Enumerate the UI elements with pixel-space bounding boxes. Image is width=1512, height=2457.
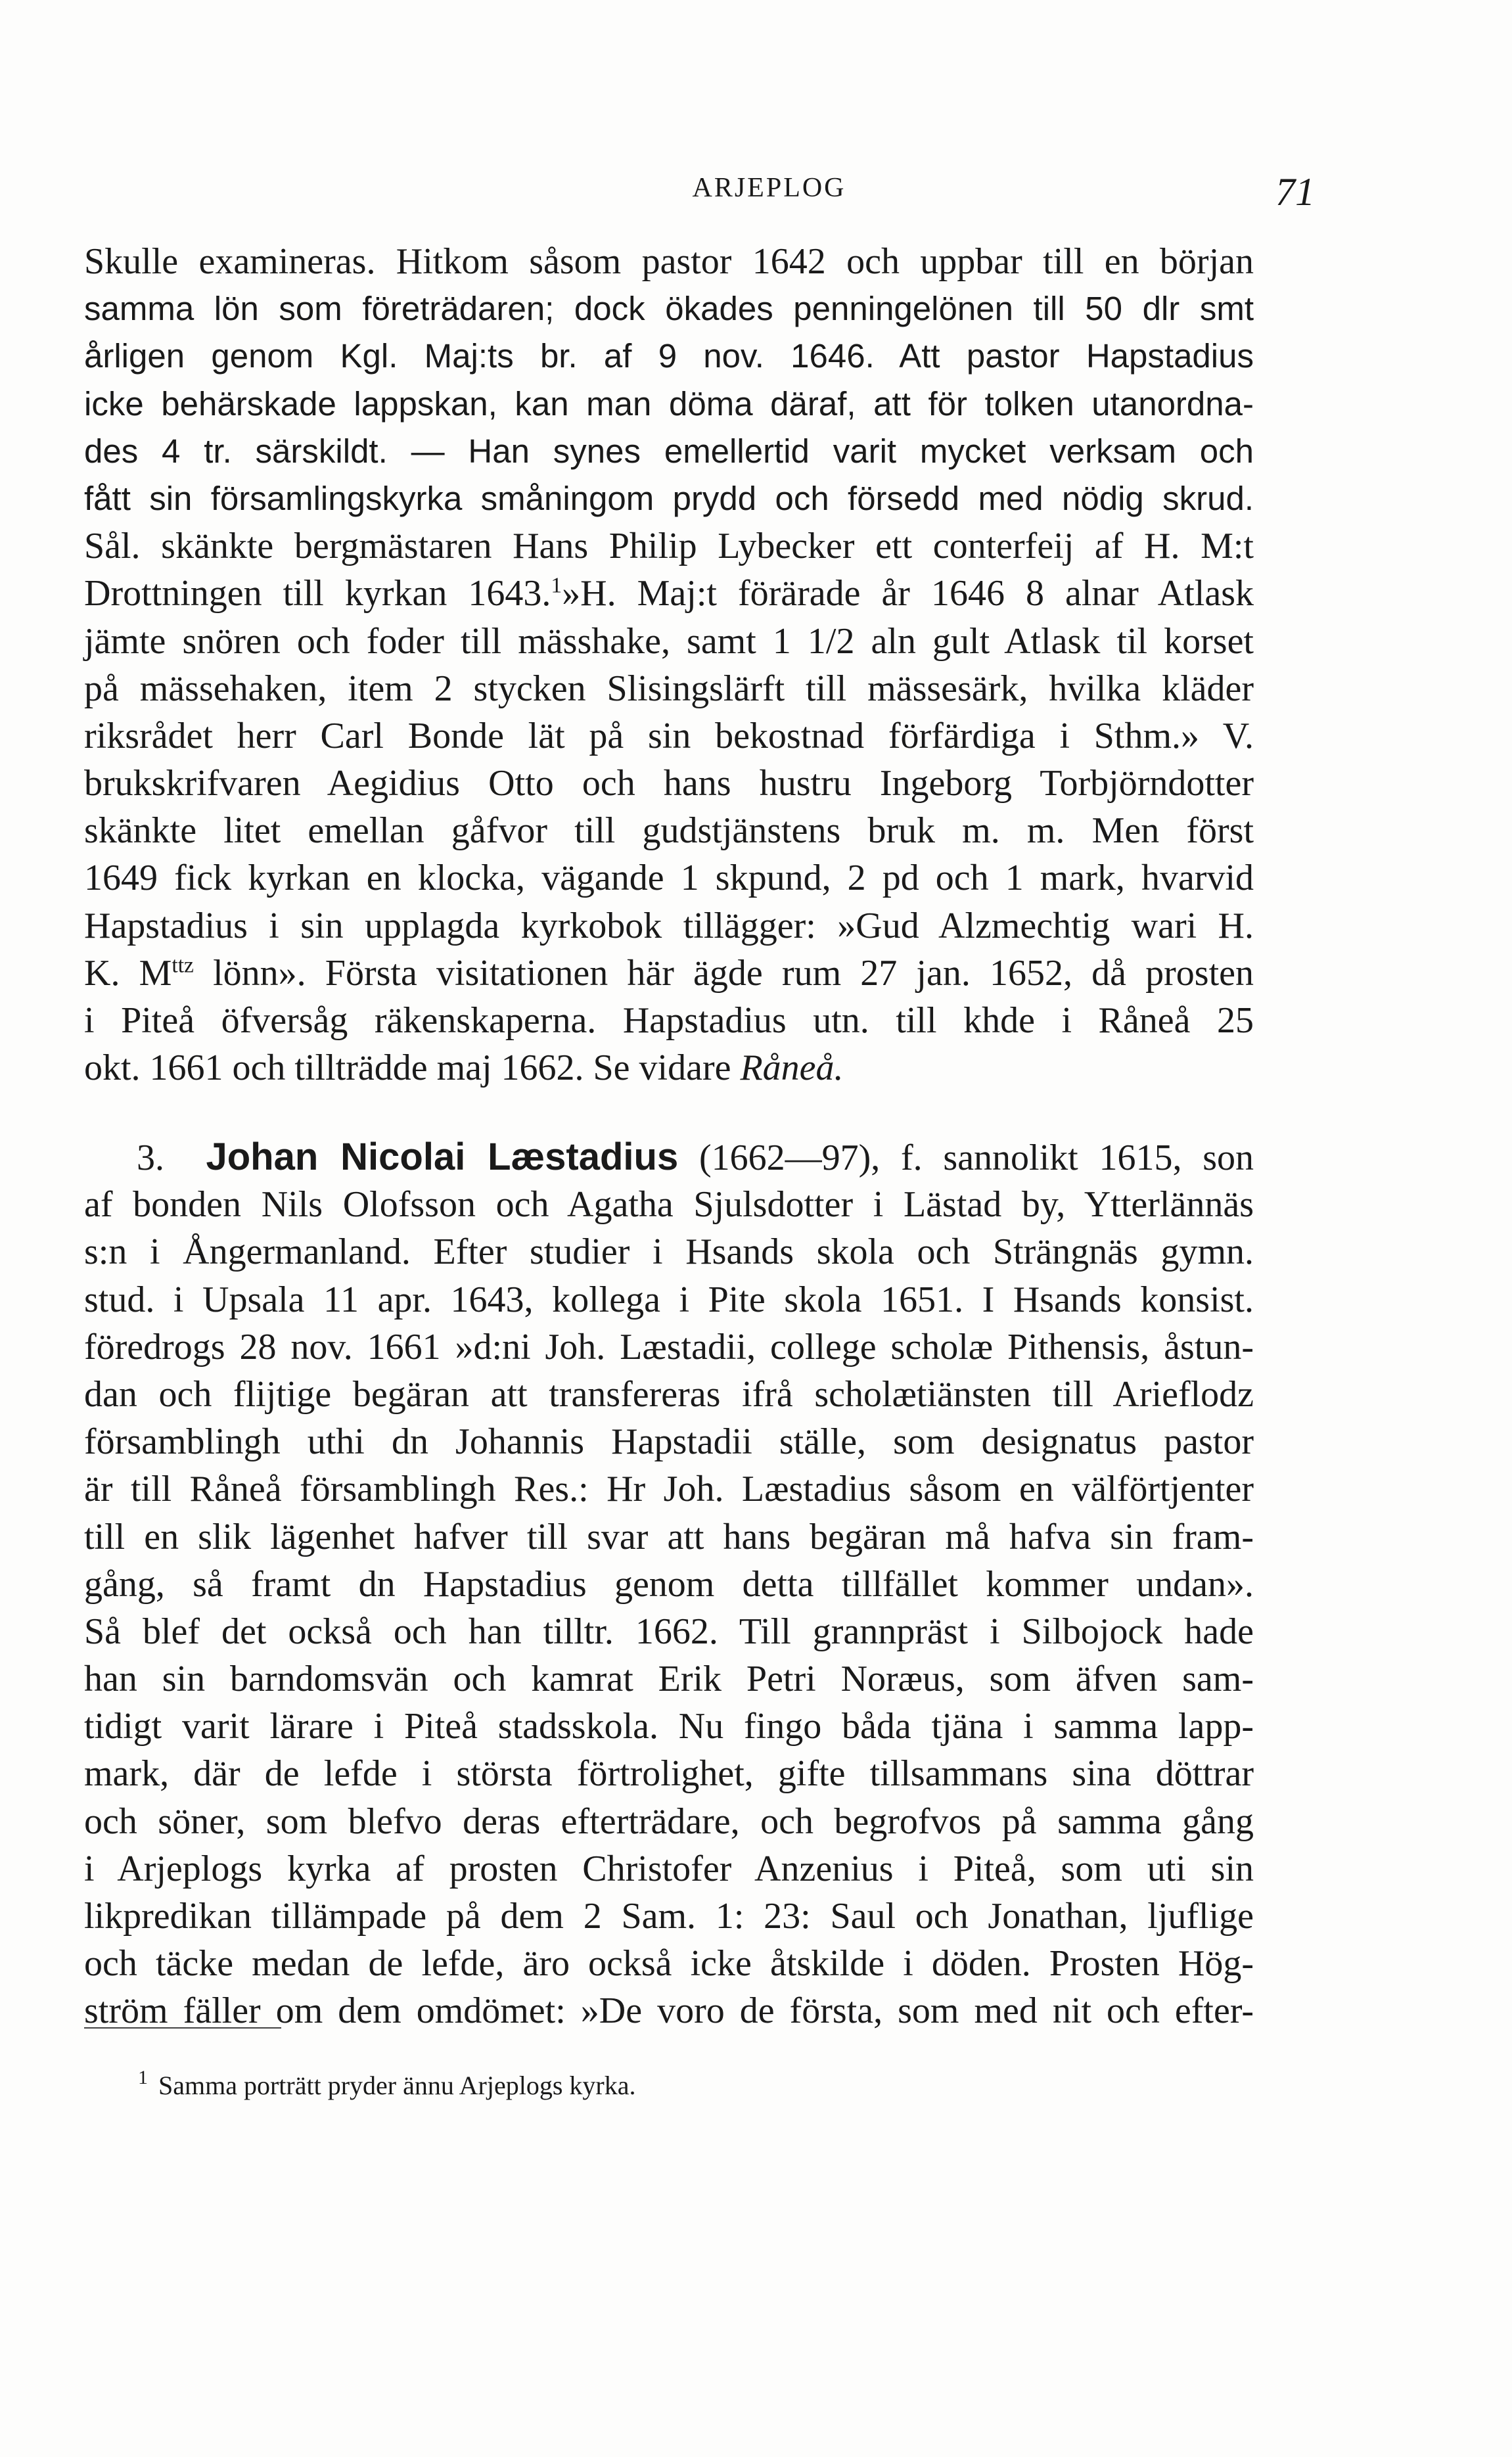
- text-line: [84, 950, 1254, 997]
- text-line: skänkte litet emellan gåfvor till gudstjänstens bruk m. m. Men först: [84, 810, 1254, 852]
- text-line: Skulle examineras. Hitkom såsom pastor 1642 och uppbar till en början: [84, 241, 1254, 282]
- text-line: årligen genom Kgl. Maj:ts br. af 9 nov. 1646. Att pastor Hapstadius: [84, 337, 1254, 375]
- text-line: tidigt varit lärare i Piteå stadsskola. Nu fingo båda tjäna i samma lapp-: [84, 1706, 1254, 1747]
- text-line: i Piteå öfversåg räkenskaperna. Hapstadius utn. till khde i Råneå 25: [84, 1000, 1254, 1041]
- text-line: till en slik lägenhet hafver till svar att hans begäran må hafva sin fram-: [84, 1516, 1254, 1557]
- text-line: brukskrifvaren Aegidius Otto och hans hustru Ingeborg Torbjörndotter: [84, 763, 1254, 804]
- text-line: likpredikan tillämpade på dem 2 Sam. 1: 23: Saul och Jonathan, ljuflige: [84, 1896, 1254, 1937]
- text-line: församblingh uthi dn Johannis Hapstadii ställe, som designatus pastor: [84, 1421, 1254, 1463]
- text-line: [84, 570, 1254, 617]
- text-line: i Arjeplogs kyrka af prosten Christofer Anzenius i Piteå, som uti sin: [84, 1848, 1254, 1889]
- footnote-mark: 1: [138, 2067, 148, 2088]
- text-line: fått sin församlingskyrka småningom prydd och försedd med nödig skrud.: [84, 479, 1254, 517]
- footnote: [138, 2067, 635, 2101]
- cross-reference: Råneå.: [740, 1047, 844, 1089]
- text-line: på mässehaken, item 2 stycken Slisingslärft till mässesärk, hvilka kläder: [84, 668, 1254, 709]
- text-line: Så blef det också och han tilltr. 1662. Till grannpräst i Silbojock hade: [84, 1611, 1254, 1652]
- footnote-divider: [84, 2027, 281, 2029]
- text-line: icke behärskade lappskan, kan man döma däraf, att för tolken utanordna-: [84, 384, 1254, 423]
- text-line: stud. i Upsala 11 apr. 1643, kollega i Pite skola 1651. I Hsands konsist.: [84, 1279, 1254, 1320]
- text-line: af bonden Nils Olofsson och Agatha Sjulsdotter i Lästad by, Ytterlännäs: [84, 1184, 1254, 1226]
- paragraph-hapstadius: [84, 238, 1254, 1091]
- text-line: Hapstadius i sin upplagda kyrkobok tillägger: »Gud Alzmechtig wari H.: [84, 905, 1254, 946]
- text-line: samma lön som företrädaren; dock ökades penningelönen till 50 dlr smt: [84, 290, 1254, 328]
- text-line: Sål. skänkte bergmästaren Hans Philip Lybecker ett conterfeij af H. M:t: [84, 526, 1254, 567]
- entry-number: 3.: [137, 1137, 164, 1178]
- text-line: [84, 1044, 1254, 1091]
- text-fragment: okt. 1661 och tillträdde maj 1662. Se vidare: [84, 1047, 741, 1089]
- text-line: des 4 tr. särskildt. — Han synes emellertid varit mycket verksam och: [84, 432, 1254, 470]
- paragraph-laestadius: [84, 1134, 1254, 2035]
- text-line: han sin barndomsvän och kamrat Erik Petri Noræus, som äfven sam-: [84, 1659, 1254, 1700]
- text-fragment: »H. Maj:t förärade år 1646 8 alnar Atlask: [562, 573, 1254, 614]
- running-title: ARJEPLOG: [692, 173, 846, 203]
- text-line: [84, 618, 1254, 665]
- fraction: 1/2: [807, 620, 855, 662]
- text-line: mark, där de lefde i största förtrolighet, gifte tillsammans sina döttrar: [84, 1753, 1254, 1795]
- entry-name: Johan Nicolai Læstadius: [206, 1136, 679, 1178]
- text-line: är till Råneå församblingh Res.: Hr Joh. Læstadius såsom en välförtjenter: [84, 1469, 1254, 1510]
- text-line: och täcke medan de lefde, äro också icke åtskilde i döden. Prosten Hög-: [84, 1943, 1254, 1985]
- text-fragment: lönn». Första visitationen här ägde rum 27 jan. 1652, då prosten: [193, 952, 1254, 994]
- text-line: 1649 fick kyrkan en klocka, vägande 1 skpund, 2 pd och 1 mark, hvarvid: [84, 858, 1254, 899]
- text-line: ström fäller om dem omdömet: »De voro de första, som med nit och efter-: [84, 1990, 1254, 2032]
- text-line: och söner, som blefvo deras efterträdare, och begrofvos på samma gång: [84, 1801, 1254, 1842]
- text-line: gång, så framt dn Hapstadius genom detta tillfället kommer undan».: [84, 1563, 1254, 1605]
- text-fragment: Drottningen till kyrkan 1643.: [84, 573, 551, 614]
- superscript: ttz: [172, 953, 194, 978]
- text-line: riksrådet herr Carl Bonde lät på sin bekostnad förfärdiga i Sthm.» V.: [84, 715, 1254, 756]
- text-line: föredrogs 28 nov. 1661 »d:ni Joh. Læstadii, college scholæ Pithensis, åstun-: [84, 1326, 1254, 1367]
- text-fragment: aln gult Atlask til korset: [854, 620, 1254, 662]
- page-number: 71: [1275, 170, 1315, 214]
- text-fragment: jämte snören och foder till mässhake, samt 1: [84, 620, 808, 662]
- text-fragment: K. M: [84, 952, 172, 994]
- footnote-reference: 1: [551, 573, 562, 598]
- text-line: dan och flijtige begäran att transfereras ifrå scholætiänsten till Arieflodz: [84, 1373, 1254, 1415]
- running-head: [0, 172, 1512, 218]
- text-line: s:n i Ångermanland. Efter studier i Hsands skola och Strängnäs gymn.: [84, 1231, 1254, 1273]
- footnote-text: Samma porträtt pryder ännu Arjeplogs kyrka.: [158, 2071, 636, 2100]
- entry-heading-line: [84, 1134, 1254, 1181]
- text-fragment: (1662—97), f. sannolikt 1615, son: [678, 1137, 1254, 1178]
